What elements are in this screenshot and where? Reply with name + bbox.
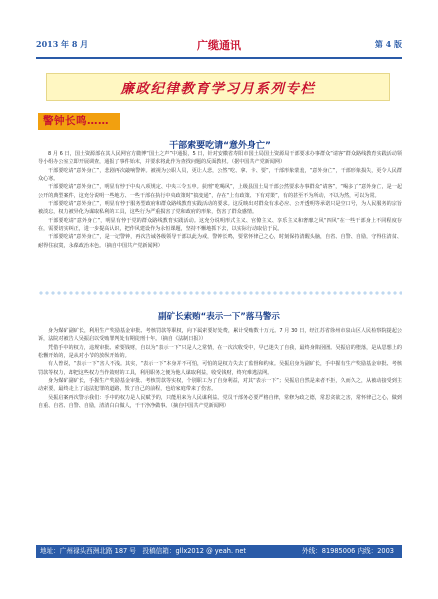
header-divider <box>36 57 402 59</box>
article-1-paragraph: 8 月 6 日，国土资源部在其人民网官方微博“国土之声”中通报，5 日，针对安徽省寿阳市国土局国土资源局干部要求办事群众“请客”群众路线教育实践活动领导小组办公室立即开展调查，通报了事件始末，并要求将此作为查找问题的反面教材。（据中国共产党新闻网） <box>38 151 402 166</box>
article-2-paragraph: 吴振启案再次警示我们：手中的权力是人民赋予的，只能用来为人民谋利益。党员干部务必要严格自律，常修为政之德，常思贪欲之害，常怀律己之心，做到自重、自省、自警、自励，清清白白做人，干干净净做事。（摘自中国共产党新闻网） <box>38 394 402 410</box>
article-1-title: 干部索要吃请“意外身亡” <box>169 141 271 151</box>
article-2-paragraph: 有人曾说，“表示一下”害人不浅。其实，“表示一下”本身并不可怕，可怕的是权力失去了监督和约束。吴振启身为副矿长，手中握有生产奖励基金审批、考核罚款等权力，却把这些权力当作敛财的工具，利用职务之便为他人谋取利益，收受钱财，终究难逃法网。 <box>38 361 402 376</box>
newsletter-title: 广缆通讯 <box>197 39 241 52</box>
banner-title: 廉政纪律教育学习月系列专栏 <box>120 81 316 97</box>
dotted-separator <box>38 289 402 297</box>
page-header <box>34 36 404 54</box>
article-2-title: 副矿长索贿“表示一下”落马警示 <box>158 312 280 322</box>
article-2-paragraph: 身为煤矿副矿长，利用生产奖励基金审批、考核罚款等职权，向下属索要好处费，累计受贿数十万元。7 月 30 日，经江苏省徐州市泉山区人民检察院提起公诉，法院对被告人吴振启以受贿罪判处有期徒刑十年。（摘自《法制日报》） <box>38 328 402 343</box>
article-2-paragraph: 凭借手中的权力，违规审批、索要钱财，自以为“表示一下”只是人之常情，在一次次收受中，早已迷失了自我，最终身陷囹圄。吴振启的堕落，是从思想上的松懈开始的，是从对小节的放纵开始的。 <box>38 344 402 360</box>
issue-date: 2013 年 8 月 <box>36 39 89 49</box>
page-number: 第 4 版 <box>374 39 402 49</box>
article-1-body <box>38 150 402 250</box>
article-1-paragraph: 干部要吃请“意外身亡”，明显有悖于党的群众路线教育实践活动。这充分说明形式主义、官僚主义、享乐主义和奢靡之风“四风”在一些干部身上不同程度存在，需要切实纠正，进一步提高认识，把作风建设作为永恒课题，坚持不懈地抓下去，以实际行动取信于民。 <box>38 217 402 233</box>
article-1-paragraph: 干部要吃请“意外身亡”，明显有悖于服务型政府和群众路线教育实践活动的要求。这反映出对群众有求必应、公开透明等承诺只是空口号，为人民服务的宗旨被淡忘，权力被异化为谋取私利的工具，这些行为严重损害了党和政府的形象，伤害了群众感情。 <box>38 201 402 216</box>
column-banner <box>46 73 390 101</box>
article-1-paragraph: 干部要吃请“意外身亡”，悲剧再次敲响警钟。被视为公职人员，更让人悲，公然“吃、拿、卡、要”，干部形象蒙羞，“意外身亡”，干部形象损失，更令人民群众心寒。 <box>38 167 402 183</box>
article-1-paragraph: 干部要吃请“意外身亡”，是一记警钟，再次告诫各级领导干部以此为戒，警钟长鸣，要常怀律己之心，时刻保持清醒头脑，自省、自警、自励，守得住清贫、耐得住寂寞，永葆政治本色。（摘自中国共产党新闻网） <box>38 234 402 249</box>
column-label-text: 警钟长鸣…… <box>43 115 109 127</box>
column-label <box>38 113 120 130</box>
article-1-paragraph: 干部要吃请“意外身亡”，明显有悖于中央八项规定、中央三令五申。获刑“吃喝风”，上级县国土局干部公然要求办事群众“请客”，“喝多了”意外身亡，是一起公开的典型案件，这充分说明一些地方、一些干部在执行中央政策时“搞变通”，存在“上有政策、下有对策”，有的甚至不为所动，不以为然，可以为常。 <box>38 184 402 199</box>
article-2-body <box>38 327 402 410</box>
article-2-paragraph: 身为煤矿副矿长，手握生产奖励基金审批、考核罚款等实权，个别职工为了自身利益，对其“表示一下”；吴振启自然是来者不拒，久而久之，从被动接受到主动索要，最终走上了违法犯罪的道路，毁了自己的前程，也给家庭带来了伤害。 <box>38 378 402 393</box>
footer-phone: 外线：81985006 内线：2003 <box>302 547 394 555</box>
page-footer <box>36 545 402 558</box>
footer-address: 地址：广州禄头西洲北路 187 号 投稿信箱：gllx2012 @ yeah. net <box>40 547 246 555</box>
